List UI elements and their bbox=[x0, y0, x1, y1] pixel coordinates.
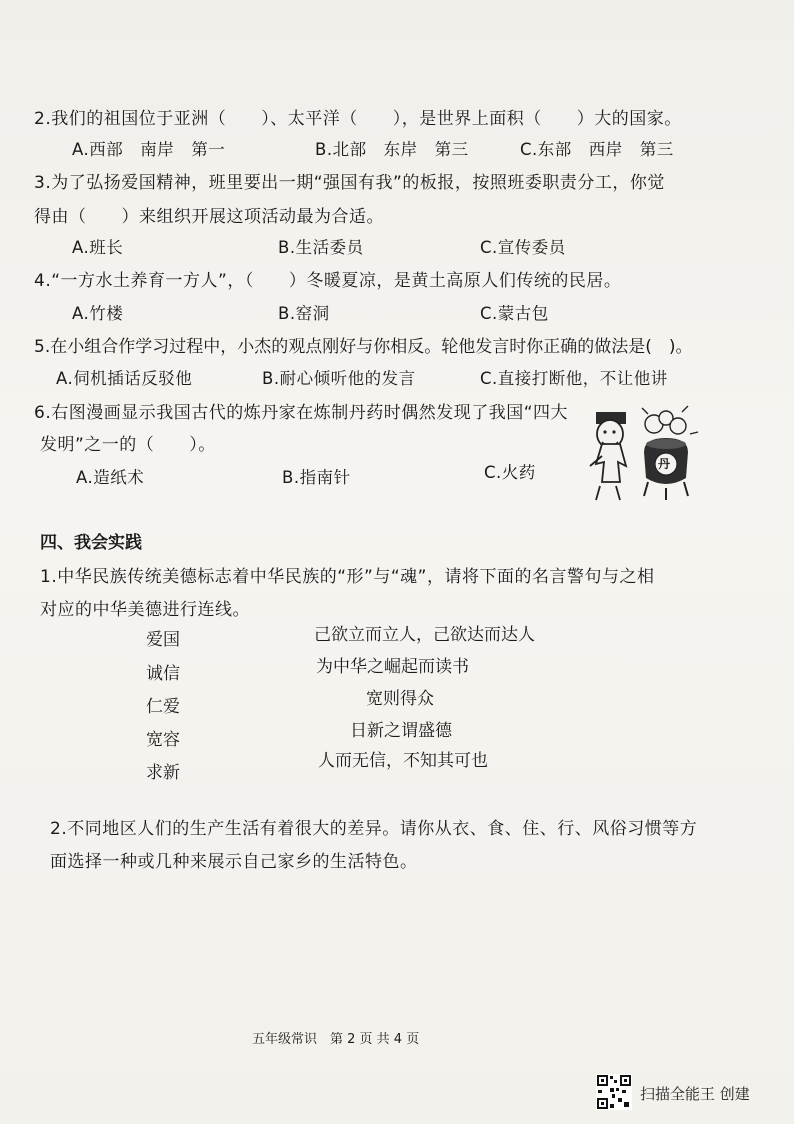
q5-option-a: A.伺机插话反驳他 bbox=[56, 369, 193, 388]
s4-q1-stem-line1: 1.中华民族传统美德标志着中华民族的“形”与“魂”，请将下面的名言警句与之相 bbox=[40, 567, 655, 587]
q3-stem-line1: 3.为了弘扬爱国精神，班里要出一期“强国有我”的板报，按照班委职责分工，你觉 bbox=[34, 173, 665, 193]
q6-option-a: A.造纸术 bbox=[76, 468, 145, 487]
page-footer: 五年级常识 第 2 页 共 4 页 bbox=[252, 1032, 420, 1047]
virtue-item: 爱国 bbox=[146, 630, 180, 650]
q5-option-c: C.直接打断他，不让他讲 bbox=[480, 369, 668, 388]
section4-title: 四、我会实践 bbox=[40, 533, 142, 553]
quote-item: 日新之谓盛德 bbox=[350, 721, 452, 741]
q6-stem-line2: 发明”之一的（ ）。 bbox=[40, 435, 216, 455]
q2-stem: 2.我们的祖国位于亚洲（ ）、太平洋（ ），是世界上面积（ ）大的国家。 bbox=[34, 109, 682, 129]
q4-option-a: A.竹楼 bbox=[72, 304, 124, 323]
q3-option-b: B.生活委员 bbox=[278, 238, 364, 257]
q4-option-b: B.窑洞 bbox=[278, 304, 330, 323]
scanner-watermark-text: 扫描全能王 创建 bbox=[640, 1085, 750, 1103]
s4-q2-stem-line1: 2.不同地区人们的生产生活有着很大的差异。请你从衣、食、住、行、风俗习惯等方 bbox=[50, 819, 698, 839]
virtue-item: 宽容 bbox=[146, 730, 180, 750]
q5-stem: 5.在小组合作学习过程中，小杰的观点刚好与你相反。轮他发言时你正确的做法是( )。 bbox=[34, 337, 693, 357]
q6-stem-line1: 6.右图漫画显示我国古代的炼丹家在炼制丹药时偶然发现了我国“四大 bbox=[34, 403, 569, 423]
q2-option-c: C.东部 西岸 第三 bbox=[520, 140, 674, 159]
q4-option-c: C.蒙古包 bbox=[480, 304, 549, 323]
s4-q2-stem-line2: 面选择一种或几种来展示自己家乡的生活特色。 bbox=[50, 852, 418, 872]
q3-option-a: A.班长 bbox=[72, 238, 124, 257]
furnace-label: 丹 bbox=[658, 457, 671, 471]
quote-item: 己欲立而立人，己欲达而达人 bbox=[314, 625, 535, 645]
quote-item: 为中华之崛起而读书 bbox=[316, 657, 469, 677]
virtue-item: 仁爱 bbox=[146, 697, 180, 717]
virtue-item: 求新 bbox=[146, 763, 180, 783]
q5-option-b: B.耐心倾听他的发言 bbox=[262, 369, 416, 388]
virtue-item: 诚信 bbox=[146, 664, 180, 684]
q6-option-b: B.指南针 bbox=[282, 468, 351, 487]
qr-code-icon bbox=[596, 1074, 632, 1110]
quote-item: 宽则得众 bbox=[366, 689, 434, 709]
q2-option-b: B.北部 东岸 第三 bbox=[315, 140, 469, 159]
quote-item: 人而无信，不知其可也 bbox=[318, 751, 488, 771]
q2-option-a: A.西部 南岸 第一 bbox=[72, 140, 226, 159]
alchemist-cartoon bbox=[582, 404, 702, 514]
q3-stem-line2: 得由（ ）来组织开展这项活动最为合适。 bbox=[34, 207, 384, 227]
q4-stem: 4.“一方水土养育一方人”，（ ）冬暖夏凉，是黄土高原人们传统的民居。 bbox=[34, 271, 622, 291]
q3-option-c: C.宣传委员 bbox=[480, 238, 566, 257]
s4-q1-stem-line2: 对应的中华美德进行连线。 bbox=[40, 600, 250, 620]
alchemist-illustration-icon bbox=[582, 404, 702, 514]
q6-option-c: C.火药 bbox=[484, 463, 536, 482]
